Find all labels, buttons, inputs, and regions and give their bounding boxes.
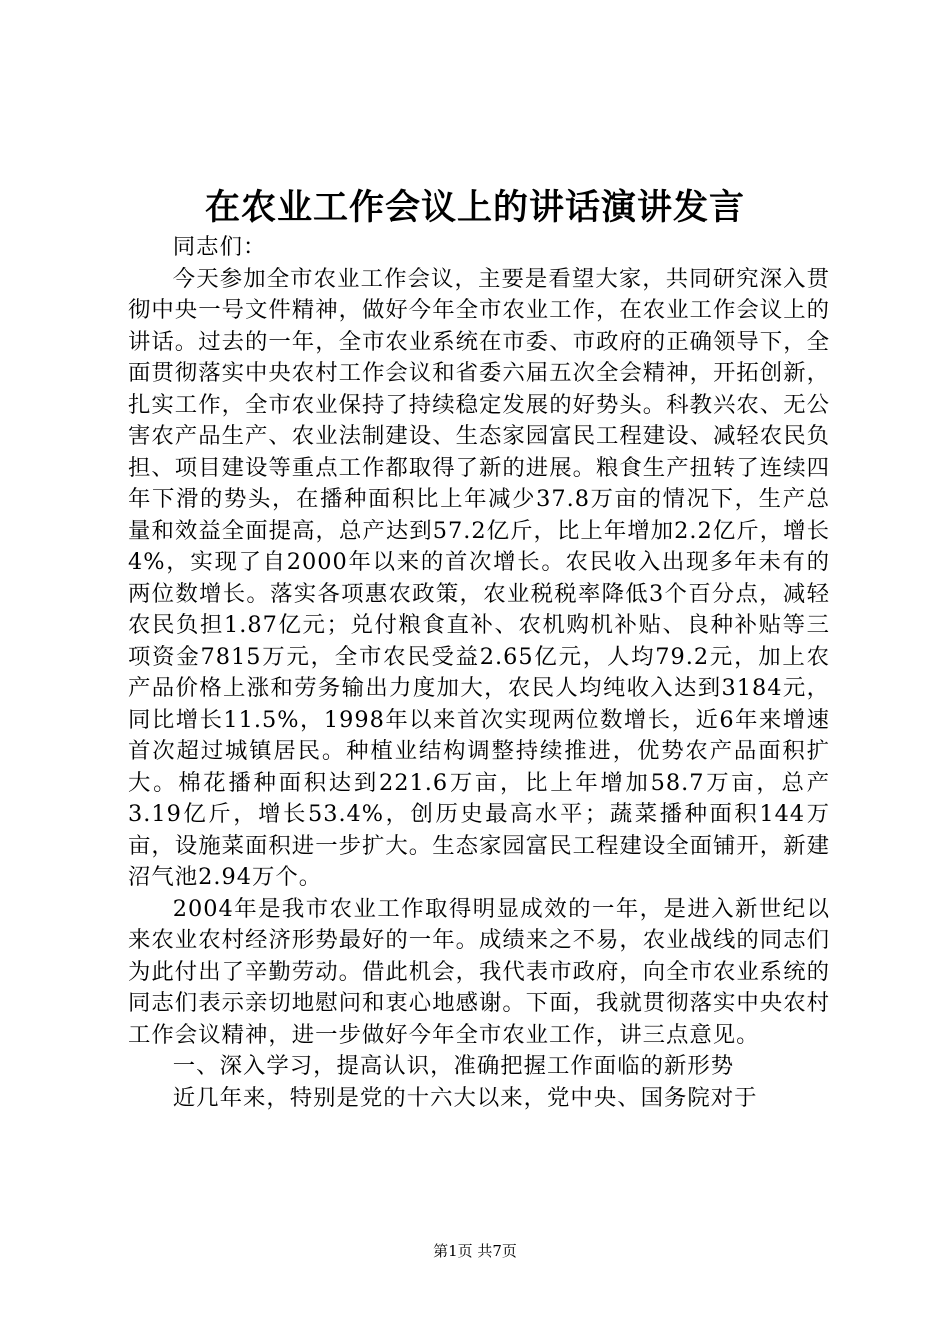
- body-paragraph: 2004年是我市农业工作取得明显成效的一年，是进入新世纪以来农业农村经济形势最好的一年。成绩来之不易，农业战线的同志们为此付出了辛勤劳动。借此机会，我代表市政府，向全市农业系统的同志们表示亲切地慰问和衷心地感谢。下面，我就贯彻落实中央农村工作会议精神，进一步做好今年全市农业工作，讲三点意见。: [128, 895, 830, 1048]
- document-title: 在农业工作会议上的讲话演讲发言: [204, 188, 745, 228]
- body-paragraph: 今天参加全市农业工作会议，主要是看望大家，共同研究深入贯彻中央一号文件精神，做好今年全市农业工作，在农业工作会议上的讲话。过去的一年，全市农业系统在市委、市政府的正确领导下，全面贯彻落实中央农村工作会议和省委六届五次全会精神，开拓创新，扎实工作，全市农业保持了持续稳定发展的好势头。科教兴农、无公害农产品生产、农业法制建设、生态家园富民工程建设、减轻农民负担、项目建设等重点工作都取得了新的进展。粮食生产扭转了连续四年下滑的势头，在播种面积比上年减少37.8万亩的情况下，生产总量和效益全面提高，总产达到57.2亿斤，比上年增加2.2亿斤，增长4%，实现了自2000年以来的首次增长。农民收入出现多年未有的两位数增长。落实各项惠农政策，农业税税率降低3个百分点，减轻农民负担1.87亿元；兑付粮食直补、农机购机补贴、良种补贴等三项资金7815万元，全市农民受益2.65亿元，人均79.2元，加上农产品价格上涨和劳务输出力度加大，农民人均纯收入达到3184元，同比增长11.5%，1998年以来首次实现两位数增长，近6年来增速首次超过城镇居民。种植业结构调整持续推进，优势农产品面积扩大。棉花播种面积达到221.6万亩，比上年增加58.7万亩，总产3.19亿斤，增长53.4%，创历史最高水平；蔬菜播种面积144万亩，设施菜面积进一步扩大。生态家园富民工程建设全面铺开，新建沼气池2.94万个。: [128, 265, 830, 890]
- document-body: [128, 232, 830, 1114]
- body-paragraph: 近几年来，特别是党的十六大以来，党中央、国务院对于: [172, 1084, 758, 1111]
- page-number: 第1页 共7页: [433, 1242, 517, 1260]
- salutation-paragraph: 同志们：: [172, 234, 267, 260]
- section-heading: 一、深入学习，提高认识，准确把握工作面临的新形势: [172, 1053, 735, 1079]
